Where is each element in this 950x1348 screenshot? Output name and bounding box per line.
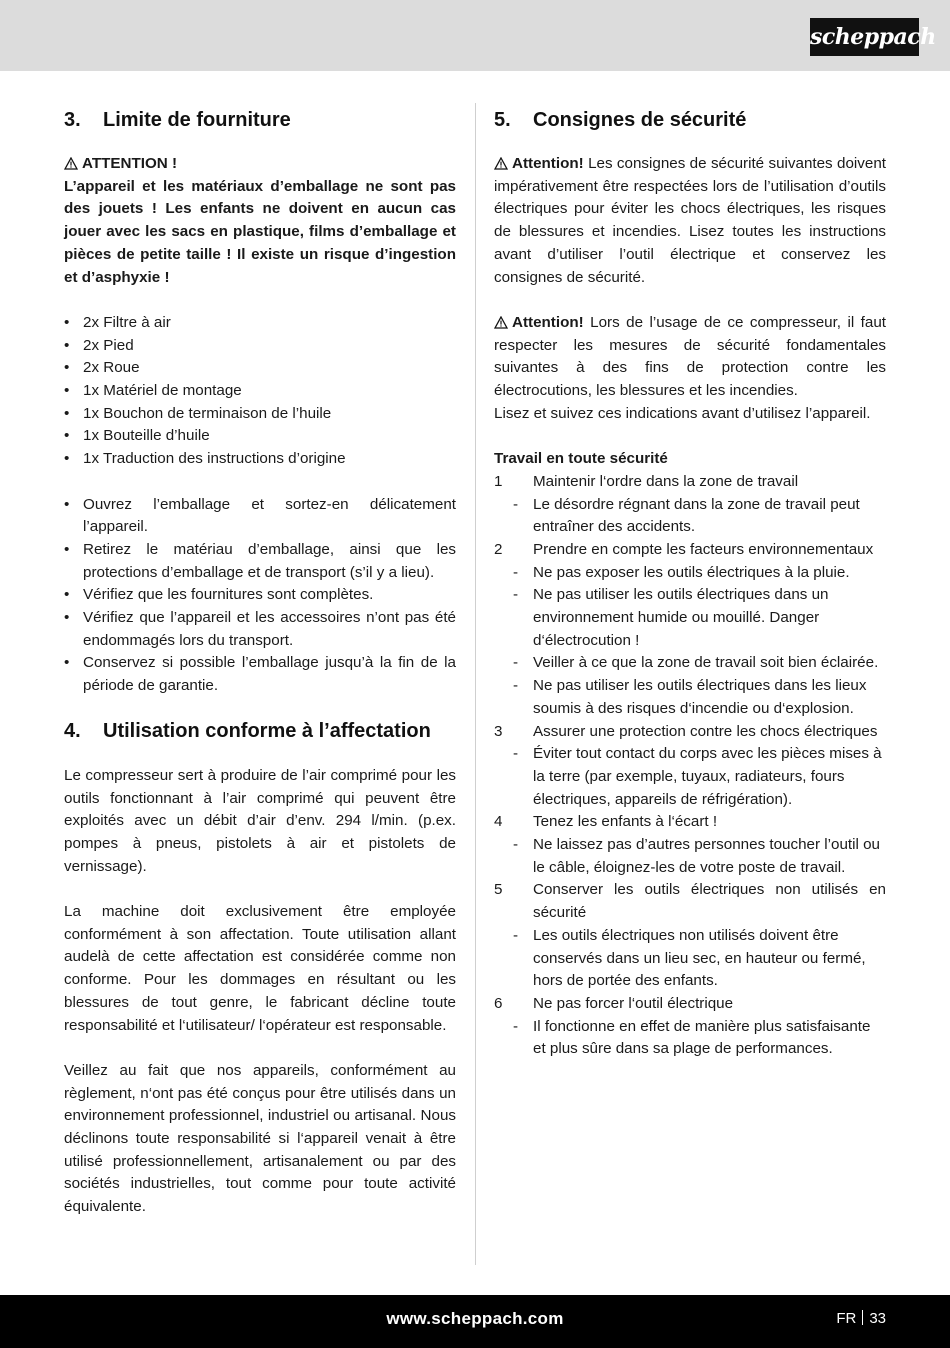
rule-number: 4	[494, 813, 503, 831]
rule-number: 5	[494, 881, 503, 899]
page-number: FR 33	[836, 1310, 886, 1327]
rule-text: Tenez les enfants à l‘écart !	[533, 813, 718, 831]
safety-rule	[494, 811, 886, 834]
section-3-heading: 3. Limite de fourniture	[64, 109, 291, 131]
usage-paragraph-1: Le compresseur sert à produire de l’air comprimé pour les outils fonctionnant à l’air comprimé qui peuvent être exploités avec un débit d’air d’env. 294 l/min. (p.ex. pompes à pneus, pistolets à air et pistolets de vernissage).	[64, 766, 456, 875]
warning-triangle-icon	[494, 153, 512, 176]
safety-rule	[494, 539, 886, 562]
supply-item: • 2x Roue	[64, 357, 456, 380]
unpack-step: • Retirez le matériau d’emballage, ainsi que les protections d’emballage et de transport (s’il y a lieu).	[64, 539, 456, 584]
rule-text: Maintenir l‘ordre dans la zone de travail	[533, 472, 799, 490]
safe-work-title: Travail en toute sécurité	[494, 450, 668, 468]
rule-text: Ne pas forcer l‘outil électrique	[533, 994, 734, 1012]
section-5-heading: 5. Consignes de sécurité	[494, 109, 747, 131]
right-column	[494, 105, 886, 1061]
rule-text: Prendre en compte les facteurs environnementaux	[533, 540, 874, 558]
rule-detail: - Veiller à ce que la zone de travail soit bien éclairée.	[494, 652, 886, 675]
supply-item: • 1x Bouchon de terminaison de l’huile	[64, 403, 456, 426]
rule-number: 1	[494, 472, 503, 490]
rule-text: Conserver les outils électriques non utilisés en sécurité	[533, 881, 886, 922]
brand-logo: scheppach	[810, 18, 919, 56]
rule-number: 3	[494, 722, 503, 740]
rule-detail: - Le désordre régnant dans la zone de travail peut entraîner des accidents.	[494, 494, 886, 539]
website-link[interactable]: www.scheppach.com	[386, 1309, 564, 1328]
rule-detail: - Éviter tout contact du corps avec les pièces mises à la terre (par exemple, tuyaux, radiateurs, fours électriques, appareils de réfrigération).	[494, 743, 886, 811]
left-column	[64, 105, 456, 1219]
rule-detail: - Ne pas utiliser les outils électriques dans un environnement humide ou mouillé. Danger d‘électrocution !	[494, 584, 886, 652]
safety-rule	[494, 471, 886, 494]
unpack-step: • Vérifiez que les fournitures sont complètes.	[64, 584, 456, 607]
safety-warning-1: Attention! Les consignes de sécurité suivantes doivent impérativement être respectées lors de l’utilisation d’outils électriques pour éviter les chocs électriques, les risques de blessures et incendies. Lisez toutes les instructions avant d’utiliser l’outil électrique et conservez les consignes de sécurité.	[494, 155, 886, 286]
unpack-step: • Vérifiez que l’appareil et les accessoires n’ont pas été endommagés lors du transport.	[64, 607, 456, 652]
safety-rule	[494, 993, 886, 1016]
safety-warning-2: Attention! Lors de l’usage de ce compresseur, il faut respecter les mesures de sécurité fondamentales suivantes à des fins de protection contre les électrocutions, les blessures et les incendies. Lisez et suivez ces indications avant d’utilisez l’appareil.	[494, 313, 886, 422]
unpack-list	[64, 494, 456, 698]
rule-detail: - Ne pas utiliser les outils électriques dans les lieux soumis à des risques d‘incendie ou d‘explosion.	[494, 675, 886, 720]
supply-item: • 1x Traduction des instructions d’origine	[64, 448, 456, 471]
usage-paragraph-2: La machine doit exclusivement être employée conformément à son affectation. Toute utilisation allant audelà de cette affectation est considérée comme non conforme. Pour les dommages en résultant ou les blessures de tout genre, le fabricant décline toute responsabilité et l‘utilisateur/ l‘opérateur est responsable.	[64, 903, 456, 1034]
page-header	[0, 0, 950, 71]
unpack-step: • Conservez si possible l’emballage jusqu’à la fin de la période de garantie.	[64, 652, 456, 697]
rule-number: 2	[494, 540, 503, 558]
warning-triangle-icon	[64, 153, 82, 176]
supply-list	[64, 312, 456, 471]
rule-number: 6	[494, 994, 503, 1012]
rule-text: Assurer une protection contre les chocs électriques	[533, 722, 878, 740]
safety-rule	[494, 879, 886, 924]
rule-detail: - Ne laissez pas d’autres personnes toucher l’outil ou le câble, éloignez-les de votre poste de travail.	[494, 834, 886, 879]
safety-rules-list	[494, 471, 886, 1061]
safety-rule	[494, 721, 886, 744]
supply-item: • 2x Filtre à air	[64, 312, 456, 335]
warning-block: ATTENTION ! L’appareil et les matériaux d’emballage ne sont pas des jouets ! Les enfants ne doivent en aucun cas jouer avec les sacs en plastique, films d’emballage et pièces de petite taille ! Il existe un risque d’ingestion et d’asphyxie !	[64, 155, 456, 286]
unpack-step: • Ouvrez l’emballage et sortez-en délicatement l’appareil.	[64, 494, 456, 539]
rule-detail: - Les outils électriques non utilisés doivent être conservés dans un lieu sec, en hauteur ou fermé, hors de portée des enfants.	[494, 925, 886, 993]
page-footer	[0, 1295, 950, 1348]
rule-detail: - Ne pas exposer les outils électriques à la pluie.	[494, 562, 886, 585]
column-divider	[475, 103, 476, 1265]
supply-item: • 1x Matériel de montage	[64, 380, 456, 403]
usage-paragraph-3: Veillez au fait que nos appareils, conformément au règlement, n‘ont pas été conçus pour être utilisés dans un environnement professionnel, industriel ou artisanal. Nous déclinons toute responsabilité si l‘appareil venait à être utilisé professionnellement, artisanalement ou par des sociétés industrielles, tout comme pour toute activité équivalente.	[64, 1061, 456, 1216]
rule-detail: - Il fonctionne en effet de manière plus satisfaisante et plus sûre dans sa plage de performances.	[494, 1016, 886, 1061]
supply-item: • 1x Bouteille d’huile	[64, 425, 456, 448]
section-4-heading: 4. Utilisation conforme à l’affectation	[64, 719, 431, 742]
warning-triangle-icon	[494, 312, 512, 335]
supply-item: • 2x Pied	[64, 335, 456, 358]
